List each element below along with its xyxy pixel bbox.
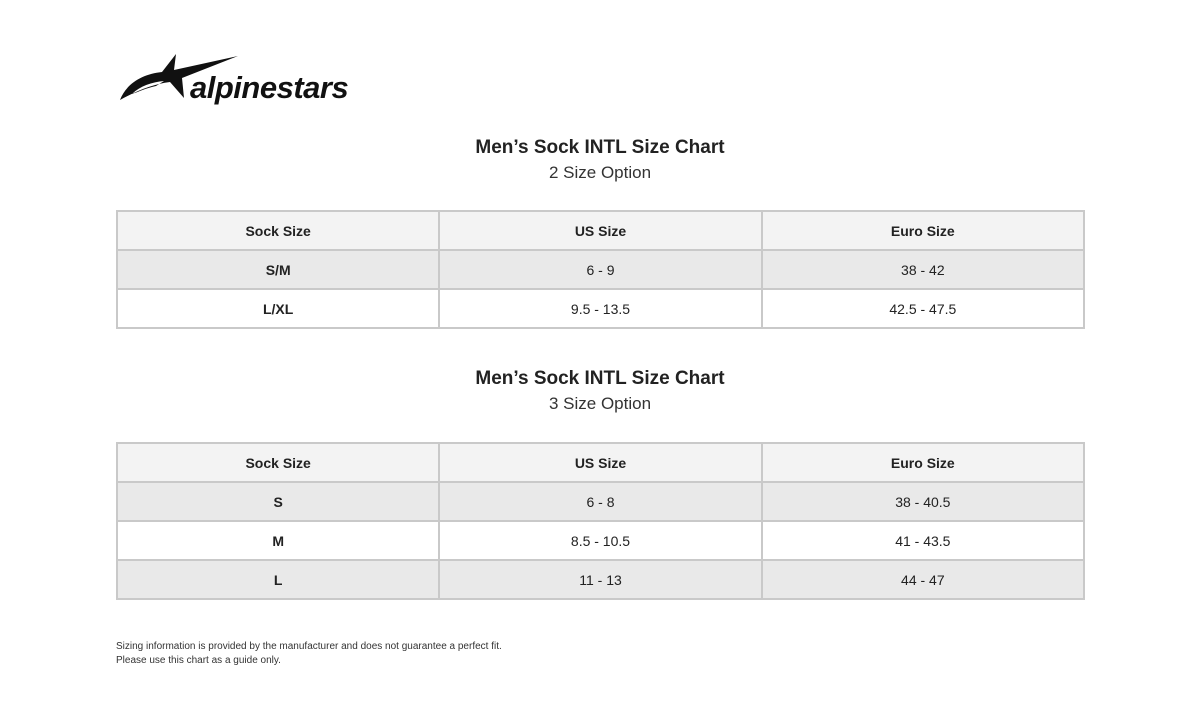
- sock-size-cell: L: [117, 560, 439, 599]
- euro-size-cell: 38 - 42: [762, 250, 1084, 289]
- table-row: [117, 482, 1084, 521]
- sock-size-cell: L/XL: [117, 289, 439, 328]
- header-euro-size: Euro Size: [762, 443, 1084, 482]
- header-sock-size: Sock Size: [117, 211, 439, 250]
- sock-size-cell: M: [117, 521, 439, 560]
- brand-logo: [116, 50, 396, 106]
- table-header-row: [117, 443, 1084, 482]
- chart-subtitle: 3 Size Option: [548, 394, 652, 413]
- us-size-cell: 11 - 13: [439, 560, 761, 599]
- chart-title: Men’s Sock INTL Size Chart: [475, 137, 725, 158]
- us-size-cell: 9.5 - 13.5: [439, 289, 761, 328]
- us-size-cell: 8.5 - 10.5: [439, 521, 761, 560]
- table-header-row: [117, 211, 1084, 250]
- size-table-2-option: [116, 210, 1085, 329]
- header-sock-size: Sock Size: [117, 443, 439, 482]
- sock-size-cell: S: [117, 482, 439, 521]
- euro-size-cell: 38 - 40.5: [762, 482, 1084, 521]
- header-us-size: US Size: [439, 211, 761, 250]
- euro-size-cell: 42.5 - 47.5: [762, 289, 1084, 328]
- table-row: [117, 250, 1084, 289]
- chart-subtitle: 2 Size Option: [548, 163, 652, 182]
- us-size-cell: 6 - 9: [439, 250, 761, 289]
- footnote-line: Please use this chart as a guide only.: [116, 655, 281, 666]
- us-size-cell: 6 - 8: [439, 482, 761, 521]
- table-row: [117, 560, 1084, 599]
- euro-size-cell: 44 - 47: [762, 560, 1084, 599]
- footnote-line: Sizing information is provided by the manufacturer and does not guarantee a perfect fit.: [116, 641, 502, 652]
- header-euro-size: Euro Size: [762, 211, 1084, 250]
- table-row: [117, 521, 1084, 560]
- header-us-size: US Size: [439, 443, 761, 482]
- footnote: [116, 640, 502, 668]
- size-table-3-option: [116, 442, 1085, 600]
- brand-wordmark: alpinestars: [190, 70, 349, 105]
- star-logo-icon: [116, 50, 396, 106]
- euro-size-cell: 41 - 43.5: [762, 521, 1084, 560]
- table-row: [117, 289, 1084, 328]
- chart-title: Men’s Sock INTL Size Chart: [475, 368, 725, 389]
- sock-size-cell: S/M: [117, 250, 439, 289]
